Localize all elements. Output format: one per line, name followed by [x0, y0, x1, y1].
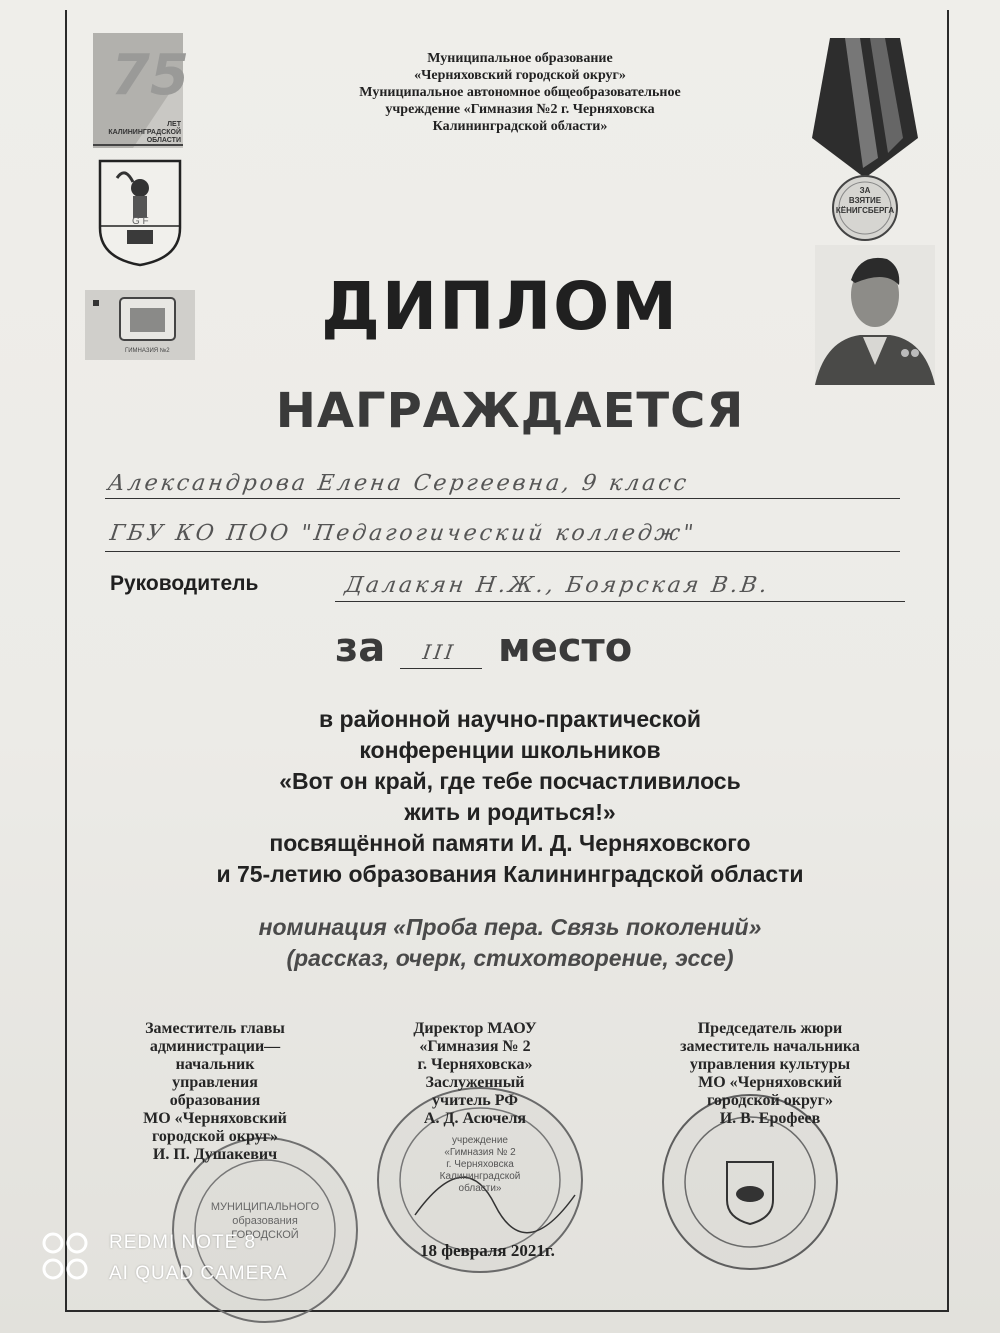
stamp-center-text-2: «Гимназия № 2 [444, 1147, 516, 1158]
stamp-left-text-2: образования [232, 1215, 298, 1227]
sig-center-line-1: Директор МАОУ [413, 1020, 537, 1037]
place-value: III [421, 640, 458, 664]
logo-75-caption-3: ОБЛАСТИ [146, 137, 181, 144]
recipient-name: Александрова Елена Сергеевна, 9 класс [106, 471, 691, 496]
nomination-line-2: (рассказ, очерк, стихотворение, эссе) [286, 945, 734, 971]
conference-description [80, 704, 940, 890]
signature-right [630, 1020, 910, 1128]
diploma-date: 18 февраля 2021г. [420, 1241, 555, 1260]
diploma-title: ДИПЛОМ [321, 268, 679, 345]
gymnasium-logo [85, 290, 195, 360]
nomination [80, 912, 940, 974]
institution-header [250, 50, 790, 135]
header-line-1: Муниципальное образование [427, 51, 613, 66]
watermark-line-1: REDMI NOTE 8 [109, 1232, 257, 1253]
logo-75-years [93, 33, 189, 148]
sig-left-line-7: городской округ» [152, 1128, 278, 1145]
signature-center [370, 1020, 580, 1128]
city-coat-of-arms [97, 158, 183, 268]
body-line-2: конференции школьников [359, 737, 661, 763]
place-prefix: за [335, 625, 386, 671]
sig-center-line-2: «Гимназия № 2 [419, 1038, 531, 1055]
recipient-name-underline [105, 497, 900, 499]
logo-75-number: 75 [111, 43, 189, 108]
svg-text:G F: G F [132, 216, 149, 227]
supervisor-label: Руководитель [110, 572, 259, 595]
medal-text-2: ВЗЯТИЕ [848, 196, 882, 205]
body-line-5: посвящённой памяти И. Д. Черняховского [269, 830, 751, 856]
camera-dots-icon [42, 1232, 90, 1280]
medal-text-3: КЁНИГСБЕРГА [835, 206, 895, 215]
stamp-left-text-3: ГОРОДСКОЙ [231, 1229, 299, 1241]
sig-left-line-4: управления [172, 1074, 258, 1091]
header-line-5: Калининградской области» [432, 119, 608, 134]
awarded-heading: НАГРАЖДАЕТСЯ [275, 383, 745, 439]
body-line-3: «Вот он край, где тебе посчастливилось [279, 768, 741, 794]
stamp-center-text-1: учреждение [452, 1135, 508, 1146]
supervisor-value: Далакян Н.Ж., Боярская В.В. [343, 573, 772, 598]
supervisor-underline [335, 600, 905, 602]
sig-left-line-1: Заместитель главы [145, 1020, 285, 1037]
sig-center-line-5: учитель РФ [432, 1092, 518, 1109]
logo-75-caption-1: ЛЕТ [167, 121, 181, 128]
sig-right-line-1: Председатель жюри [697, 1020, 843, 1037]
recipient-org-underline [105, 550, 900, 552]
sig-center-line-6: А. Д. Асючеля [423, 1110, 527, 1127]
sig-center-line-4: Заслуженный [425, 1074, 525, 1091]
logo-75-caption-2: КАЛИНИНГРАДСКОЙ [108, 129, 181, 136]
signature-left [105, 1020, 325, 1164]
sig-left-line-6: МО «Черняховский [143, 1110, 287, 1127]
watermark-line-2: AI QUAD CAMERA [109, 1263, 288, 1284]
medal-capture-of-koenigsberg [800, 38, 930, 238]
recipient-organization: ГБУ КО ПОО "Педагогический колледж" [108, 521, 698, 546]
sig-right-line-2: заместитель начальника [680, 1038, 860, 1055]
sig-left-line-8: И. П. Душакевич [152, 1146, 278, 1163]
sig-right-line-6: И. В. Ерофеев [719, 1110, 821, 1127]
stamp-left-text-1: МУНИЦИПАЛЬНОГО [210, 1201, 320, 1213]
nomination-line-1: номинация «Проба пера. Связь поколений» [258, 914, 762, 940]
stamp-center-text-5: области» [458, 1183, 502, 1194]
sig-right-line-3: управления культуры [689, 1056, 851, 1073]
body-line-1: в районной научно-практической [318, 706, 702, 732]
sig-left-line-5: образования [169, 1092, 261, 1109]
body-line-6: и 75-летию образования Калининградской области [216, 861, 804, 887]
sig-right-line-4: МО «Черняховский [698, 1074, 842, 1091]
medal-text-1: ЗА [859, 186, 871, 195]
header-line-3: Муниципальное автономное общеобразовательное [359, 85, 681, 100]
stamp-center-text-4: Калининградской [439, 1171, 521, 1182]
place-underline [400, 667, 482, 669]
header-line-4: учреждение «Гимназия №2 г. Черняховска [385, 102, 655, 117]
stamp-center-text-3: г. Черняховска [446, 1159, 514, 1170]
svg-text:ГИМНАЗИЯ №2: ГИМНАЗИЯ №2 [125, 348, 170, 354]
sig-center-line-3: г. Черняховска» [417, 1056, 533, 1073]
sig-right-line-5: городской округ» [707, 1092, 833, 1109]
sig-left-line-2: администрации— [149, 1038, 281, 1055]
place-suffix: место [498, 625, 633, 671]
body-line-4: жить и родиться!» [404, 799, 616, 825]
sig-left-line-3: начальник [175, 1056, 255, 1073]
portrait-chernyakhovsky [815, 245, 935, 385]
header-line-2: «Черняховский городской округ» [414, 68, 626, 83]
